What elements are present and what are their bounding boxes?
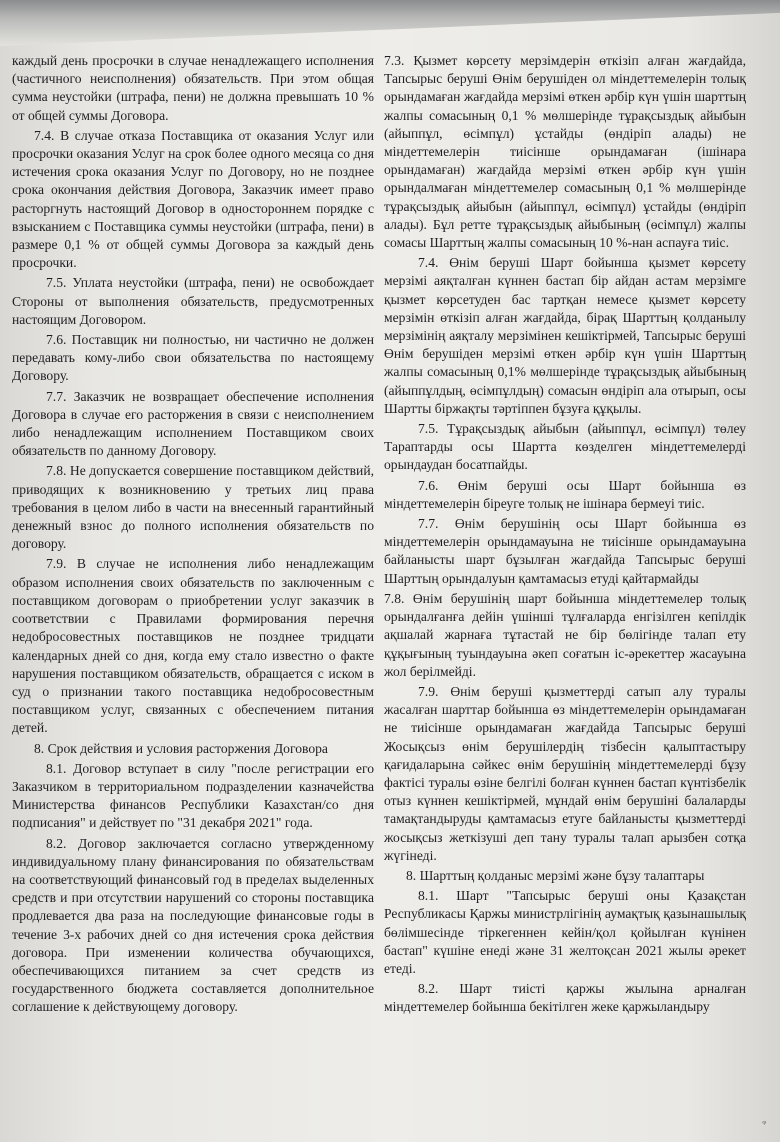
left-paragraph: 7.9. В случае не исполнения либо ненадлежащим образом исполнения своих обязательств по заключенным с поставщиком договорам о приобретении услуг заказчик в соответствии с Правилами формирования перечня недобросовестных поставщиков не позднее тридцати календарных дней со дня, когда ему стало известно о факте нарушения поставщиком обязательств, обращается с иском в суд о признании такого поставщика недобросовестным поставщиком услуг, связанных с обеспечением питания детей. <box>12 556 374 736</box>
right-paragraph: 7.9. Өнім беруші қызметтерді сатып алу туралы жасалған шарттар бойынша өз міндеттемелерін орындамаған не тиісінше орындамаған жағдайда Тапсырыс беруші Жосықсыз өнім берушілердің тізбесін қалыптастыру қағидаларына сәйкес өнім берушінің міндеттемелерді бұзу фактісі туралы өзіне белгілі болған күннен бастап күнтізбелік отыз күннен кешіктірмей, мұндай өнім берушіні балаларды тамақтандыруды қамтамасыз етуге байланысты қызметтерді жосықсыз жеткізуші деп тану туралы талап арызбен сотқа жүгінеді. <box>384 683 746 863</box>
right-paragraph: 8.1. Шарт "Тапсырыс беруші оны Қазақстан Республикасы Қаржы министрлігінің аумақтық қазынашылық бөлімшесінде тіркегеннен кейін/қол қойылған күнінен бастап" күшіне енеді және 31 желтоқсан 2021 жылы әрекет етеді. <box>384 888 746 976</box>
kazakh-text-column <box>384 52 746 1019</box>
right-paragraph: 8. Шарттың қолданыс мерзімі және бұзу талаптары <box>406 867 705 883</box>
left-paragraph: 8.2. Договор заключается согласно утвержденному индивидуальному плану финансирования по обязательствам на соответствующий финансовый год в пределах выделенных средств и при отсутствии нарушений со стороны поставщика продлевается два раза на последующие финансовые годы в течение 3-х рабочих дней со дня истечения срока действия договора. При изменении количества обучающихся, обеспечивающихся питанием за счет средств из государственного бюджета составляется дополнительное соглашение к действующему договору. <box>12 835 374 1015</box>
left-paragraph: 7.6. Поставщик ни полностью, ни частично не должен передавать кому-либо свои обязательства по настоящему Договору. <box>12 332 374 384</box>
russian-text-column <box>12 52 374 1019</box>
left-paragraph: 7.7. Заказчик не возвращает обеспечение исполнения Договора в случае его расторжения в связи с неисполнением либо ненадлежащим исполнением Поставщиком своих обязательств по данному Договору. <box>12 388 374 459</box>
left-paragraph: 7.5. Уплата неустойки (штрафа, пени) не освобождает Стороны от выполнения обязательств, предусмотренных настоящим Договором. <box>12 275 374 327</box>
right-paragraph: 7.6. Өнім беруші осы Шарт бойынша өз міндеттемелерін біреуге толық не ішінара бермеуі тиіс. <box>384 477 746 511</box>
left-paragraph: 8.1. Договор вступает в силу "после регистрации его Заказчиком в территориальном подразделении казначейства Министерства финансов Республики Казахстан/со дня подписания" и действует по "31 декабря 2021" года. <box>12 760 374 831</box>
left-paragraph: 7.8. Не допускается совершение поставщиком действий, приводящих к возникновению у третьих лиц права требования в целом либо в части на внесенный гарантийный денежный взнос до полного исполнения обязательств по договору. <box>12 463 374 552</box>
left-paragraph: 7.4. В случае отказа Поставщика от оказания Услуг или просрочки оказания Услуг на срок более одного месяца со дня истечения срока оказания Услуг по Договору, но не позднее срока окончания действия Договора, Заказчик имеет право расторгнуть настоящий Договор в одностороннем порядке с взысканием с Поставщика суммы неустойки (штрафа, пени) в размере 0,1 % от общей суммы Договора за каждый день просрочки. <box>12 127 374 271</box>
right-paragraph: 7.4. Өнім беруші Шарт бойынша қызмет көрсету мерзімі аяқталған күннен бастап бір айдан астам мерзімге қызмет көрсетуден бас тартқан немесе қызмет көрсету мерзімін өткізіп алған жағдайда, бірақ Шарттың қолданылу мерзімінің аяқталу мерзімінен кешіктірмей, Тапсырыс беруші Өнім берушіден мерзімі өткен әрбір күн үшін Шарттың жалпы сомасының 0,1% мөлшерінде тұрақсыздық айыбының (айыппұлдың, өсімпұлдың) сомасын өндіріп ала отырып, осы Шартты біржақты тәртіппен бұзуға құқылы. <box>384 255 746 416</box>
right-paragraph: 7.8. Өнім берушінің шарт бойынша міндеттемелер толық орындалғанға дейін үшінші тұлғаларда енгізілген кепілдік ақшалай жарнаға тұтастай не бір бөлігінде талап ету құқығының туындауына әкеп соғатын іс-әрекеттер жасауына жол берілмейді. <box>384 590 746 679</box>
right-paragraph: 7.7. Өнім берушінің осы Шарт бойынша өз міндеттемелерін орындамауына не тиісінше орындамауына байланысты шарт бұзылған жағдайда Тапсырыс беруші Шарттың орындалуын қамтамасыз етуді қайтармайды <box>384 516 746 586</box>
right-paragraph: 8.2. Шарт тиісті қаржы жылына арналған міндеттемелер бойынша бекітілген жеке қаржыландыру <box>384 981 746 1015</box>
left-paragraph: 8. Срок действия и условия расторжения Договора <box>34 740 328 756</box>
right-paragraph: 7.3. Қызмет көрсету мерзімдерін өткізіп алған жағдайда, Тапсырыс беруші Өнім берушіден ол міндеттемелерін толық орындамаған жағдайда мерзімі өткен әрбір күн үшін шарттың жалпы сомасының 0,1 % мөлшерінде тұрақсыздық айыбын (айыппұл, өсімпұл) ұстайды (өндіріп алады) не міндеттемелерін тиісінше орындамаған (ішінара орындамаған) жағдайда мерзімі өткен әрбір күн үшін орындалмаған міндеттемелер сомасының 0,1 % мөлшерінде тұрақсыздық айыбын (айыппұл, өсімпұл) ұстайды (өндіріп алады). Бұл ретте тұрақсыздық айыбының (өсімпұл) жалпы сомасы Шарттың жалпы сомасының 10 %-нан аспауға тиіс. <box>384 53 746 251</box>
corner-mark: ᵩ <box>762 1114 766 1126</box>
page-fold-shadow <box>0 0 780 46</box>
right-paragraph: 7.5. Тұрақсыздық айыбын (айыппұл, өсімпұл) төлеу Тараптарды осы Шартта көзделген міндеттемелерді орындаудан босатпайды. <box>384 421 746 473</box>
left-paragraph: каждый день просрочки в случае ненадлежащего исполнения (частичного неисполнения) обязательств. При этом общая сумма неустойки (штрафа, пени) не должна превышать 10 % от общей суммы Договора. <box>12 53 374 123</box>
